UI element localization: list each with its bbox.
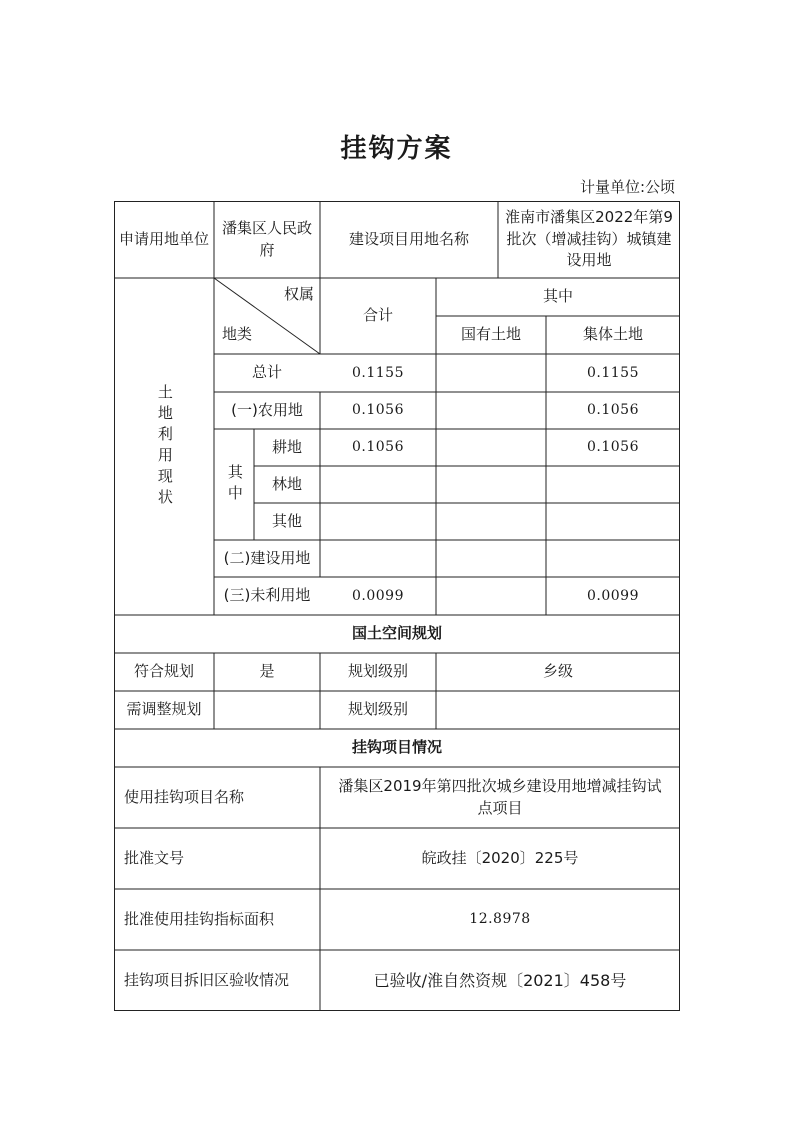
planning-level-value: 乡级 (542, 662, 573, 681)
collective-value: 0.1056 (587, 439, 639, 456)
conform-planning-value: 是 (259, 662, 275, 681)
project-name-label: 建设项目用地名称 (348, 229, 469, 248)
hook-plan-table (114, 201, 680, 1011)
total-value: 0.1056 (352, 402, 404, 419)
state-value (436, 392, 546, 429)
state-owned-header: 国有土地 (460, 325, 521, 344)
state-value (436, 577, 546, 615)
hook-section-title: 挂钩项目情况 (351, 738, 442, 757)
planning-section-title: 国土空间规划 (351, 624, 442, 643)
state-value (436, 466, 546, 503)
hook-project-name-value: 潘集区2019年第四批次城乡建设用地增减挂钩试点项目 (338, 776, 662, 817)
row-label-cultivated: 耕地 (271, 437, 302, 456)
row-label-construction: (二)建设用地 (223, 548, 311, 567)
collective-value: 0.1155 (587, 364, 639, 381)
collective-header: 集体土地 (582, 325, 643, 344)
conform-planning-label: 符合规划 (133, 662, 194, 681)
acceptance-status-label: 挂钩项目拆旧区验收情况 (124, 970, 290, 989)
category-label: 地类 (222, 325, 253, 344)
adjust-level-label: 规划级别 (347, 700, 408, 719)
total-value (320, 466, 436, 503)
row-label-total: 总计 (251, 363, 282, 382)
collective-value (546, 540, 680, 577)
ownership-label: 权属 (283, 285, 314, 304)
row-label-other: 其他 (271, 511, 302, 530)
collective-value (546, 466, 680, 503)
land-use-section-label: 土地利用现状 (155, 383, 174, 510)
adjust-planning-label: 需调整规划 (126, 700, 202, 719)
state-value (436, 540, 546, 577)
approved-area-value: 12.8978 (469, 911, 531, 928)
approval-number-value: 皖政挂〔2020〕225号 (421, 848, 579, 867)
document-title: 挂钩方案 (340, 134, 453, 164)
of-which-header: 其中 (542, 287, 573, 306)
hook-project-name-label: 使用挂钩项目名称 (124, 787, 245, 806)
total-value (320, 503, 436, 540)
total-value: 0.1056 (352, 439, 404, 456)
planning-level-label: 规划级别 (347, 662, 408, 681)
adjust-planning-value (214, 691, 320, 729)
approved-area-label: 批准使用挂钩指标面积 (124, 909, 275, 928)
state-value (436, 429, 546, 466)
state-value (436, 354, 546, 392)
sub-of-which-label: 其中 (225, 463, 244, 506)
adjust-level-value (436, 691, 680, 729)
collective-value (546, 503, 680, 540)
collective-value: 0.1056 (587, 402, 639, 419)
collective-value: 0.0099 (587, 587, 639, 604)
total-value (320, 540, 436, 577)
row-label-forest: 林地 (271, 474, 302, 493)
approval-number-label: 批准文号 (124, 848, 185, 867)
applicant-value: 潘集区人民政府 (221, 218, 312, 259)
state-value (436, 503, 546, 540)
total-column-header: 合计 (362, 306, 393, 325)
applicant-label: 申请用地单位 (118, 229, 209, 248)
row-label-unused: (三)未利用地 (223, 586, 311, 605)
total-value: 0.0099 (352, 587, 404, 604)
acceptance-status-value: 已验收/淮自然资规〔2021〕458号 (373, 970, 627, 990)
total-value: 0.1155 (352, 364, 404, 381)
row-label-agricultural: (一)农用地 (231, 400, 303, 419)
measurement-unit: 计量单位:公顷 (579, 178, 675, 196)
project-name-value: 淮南市潘集区2022年第9批次（增减挂钩）城镇建设用地 (505, 207, 673, 270)
